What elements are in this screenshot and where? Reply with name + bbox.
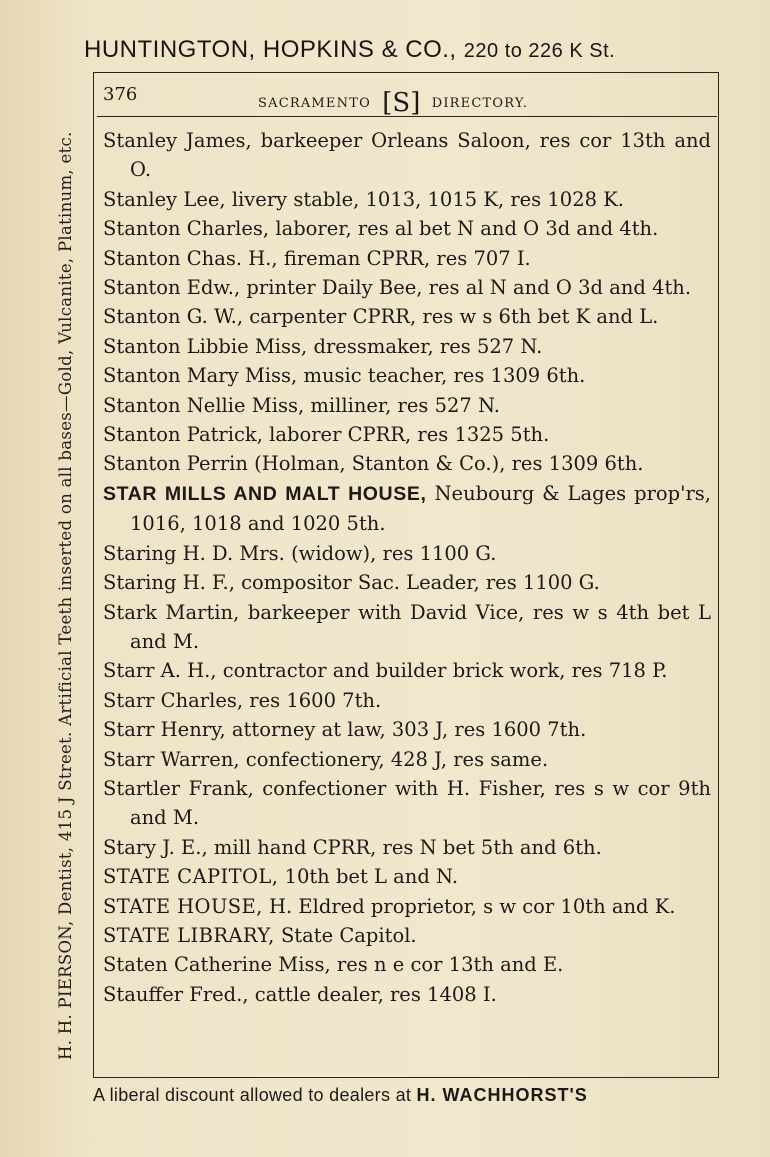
section-letter: [S] xyxy=(382,88,421,118)
entry-details: (Holman, Stanton & Co.), res 1309 6th. xyxy=(254,452,644,476)
directory-entries xyxy=(103,126,711,1009)
directory-entry xyxy=(103,980,711,1009)
entry-name: Stanton Charles, xyxy=(103,217,270,241)
entry-details: res 1600 7th. xyxy=(249,688,382,712)
entry-name: Staring H. D. Mrs. xyxy=(103,541,285,565)
side-advertisement: H. H. PIERSON, Dentist, 415 J Street. Artificial Teeth inserted on all bases—Gold, Vulcanite, Platinum, etc. xyxy=(56,131,75,1060)
running-head xyxy=(103,84,703,118)
entry-name: Stanton Libbie Miss, xyxy=(103,334,308,358)
entry-name: Starr Henry, xyxy=(103,718,226,742)
entry-name: Stanton Perrin xyxy=(103,452,248,476)
directory-entry xyxy=(103,126,711,185)
directory-entry xyxy=(103,745,711,774)
running-title-right: DIRECTORY. xyxy=(431,96,529,111)
entry-details: laborer CPRR, res 1325 5th. xyxy=(269,423,550,447)
directory-entry xyxy=(103,950,711,979)
entry-details: barkeeper with David Vice, res w s 4th bet L and M. xyxy=(130,600,711,653)
entry-name: STATE HOUSE, xyxy=(103,894,263,918)
entry-name: Stanley James, xyxy=(103,129,252,152)
entry-name: Starr Charles, xyxy=(103,688,244,712)
entry-details: carpenter CPRR, res w s 6th bet K and L. xyxy=(249,305,659,329)
entry-name: Stanton Nellie Miss, xyxy=(103,393,305,417)
entry-name: Stanton Patrick, xyxy=(103,423,263,447)
entry-name: Stanton Edw., xyxy=(103,276,241,300)
entry-details: State Capitol. xyxy=(280,923,417,947)
directory-entry xyxy=(103,892,711,921)
entry-details: barkeeper Orleans Saloon, res cor 13th and O. xyxy=(130,129,711,182)
directory-entry xyxy=(103,449,711,478)
directory-entry xyxy=(103,921,711,950)
entry-name: Stanton Chas. H., xyxy=(103,246,278,270)
entry-name: Stauffer Fred., xyxy=(103,982,249,1006)
entry-details: (widow), res 1100 G. xyxy=(291,541,497,565)
directory-entry xyxy=(103,185,711,214)
directory-entry xyxy=(103,391,711,420)
top-ad-firm: HUNTINGTON, HOPKINS & CO., xyxy=(84,36,457,63)
bottom-ad-text: A liberal discount allowed to dealers at xyxy=(93,1085,412,1105)
page-number: 376 xyxy=(103,84,138,105)
directory-entry xyxy=(103,774,711,833)
entry-details: 10th bet L and N. xyxy=(284,865,459,889)
entry-details: fireman CPRR, res 707 I. xyxy=(283,246,531,270)
entry-details: music teacher, res 1309 6th. xyxy=(303,364,586,388)
entry-name: Stanton Mary Miss, xyxy=(103,364,298,388)
directory-entry xyxy=(103,244,711,273)
directory-entry xyxy=(103,656,711,685)
entry-name: STATE LIBRARY, xyxy=(103,923,275,947)
bottom-advertisement xyxy=(93,1085,733,1106)
entry-name: Staten Catherine Miss, xyxy=(103,953,331,977)
entry-details: compositor Sac. Leader, res 1100 G. xyxy=(241,571,600,595)
top-advertisement xyxy=(84,36,724,64)
entry-details: cattle dealer, res 1408 I. xyxy=(254,982,497,1006)
entry-details: printer Daily Bee, res al N and O 3d and 4th. xyxy=(246,276,692,300)
running-title xyxy=(258,86,529,118)
entry-name: Stary J. E., xyxy=(103,835,208,859)
entry-details: Neubourg & Lages prop'rs, 1016, 1018 and 1020 5th. xyxy=(130,481,712,536)
directory-entry xyxy=(103,273,711,302)
top-ad-address: 220 to 226 K St. xyxy=(463,40,616,62)
directory-entry xyxy=(103,420,711,449)
entry-details: confectioner with H. Fisher, res s w cor 9th and M. xyxy=(130,776,711,830)
entry-name: Stanton G. W., xyxy=(103,305,244,329)
entry-details: confectionery, 428 J, res same. xyxy=(245,747,549,771)
entry-name: Stanley Lee, xyxy=(103,187,226,211)
directory-entry xyxy=(103,715,711,744)
directory-entry xyxy=(103,833,711,862)
directory-entry xyxy=(103,862,711,891)
entry-name: STAR MILLS AND MALT HOUSE, xyxy=(103,482,427,505)
entry-details: attorney at law, 303 J, res 1600 7th. xyxy=(231,718,587,742)
entry-name: Stark Martin, xyxy=(103,600,240,624)
entry-details: milliner, res 527 N. xyxy=(310,393,501,417)
entry-name: STATE CAPITOL, xyxy=(103,865,279,889)
entry-name: Starr A. H., xyxy=(103,659,217,683)
running-title-left: SACRAMENTO xyxy=(258,96,371,111)
entry-details: mill hand CPRR, res N bet 5th and 6th. xyxy=(213,835,602,859)
entry-name: Startler Frank, xyxy=(103,776,254,800)
entry-details: livery stable, 1013, 1015 K, res 1028 K. xyxy=(231,187,624,211)
directory-entry xyxy=(103,302,711,331)
directory-entry xyxy=(103,214,711,243)
directory-entry xyxy=(103,539,711,568)
entry-details: dressmaker, res 527 N. xyxy=(313,334,543,358)
directory-entry xyxy=(103,598,711,657)
directory-entry xyxy=(103,686,711,715)
bottom-ad-firm: H. WACHHORST'S xyxy=(416,1085,588,1105)
entry-name: Starr Warren, xyxy=(103,747,240,771)
entry-name: Staring H. F., xyxy=(103,571,235,595)
entry-details: res n e cor 13th and E. xyxy=(336,953,564,977)
directory-entry xyxy=(103,332,711,361)
entry-details: laborer, res al bet N and O 3d and 4th. xyxy=(275,217,659,241)
directory-entry xyxy=(103,479,711,539)
entry-details: H. Eldred proprietor, s w cor 10th and K. xyxy=(268,894,676,918)
directory-entry xyxy=(103,361,711,390)
directory-entry xyxy=(103,568,711,597)
entry-details: contractor and builder brick work, res 718 P. xyxy=(222,659,668,683)
